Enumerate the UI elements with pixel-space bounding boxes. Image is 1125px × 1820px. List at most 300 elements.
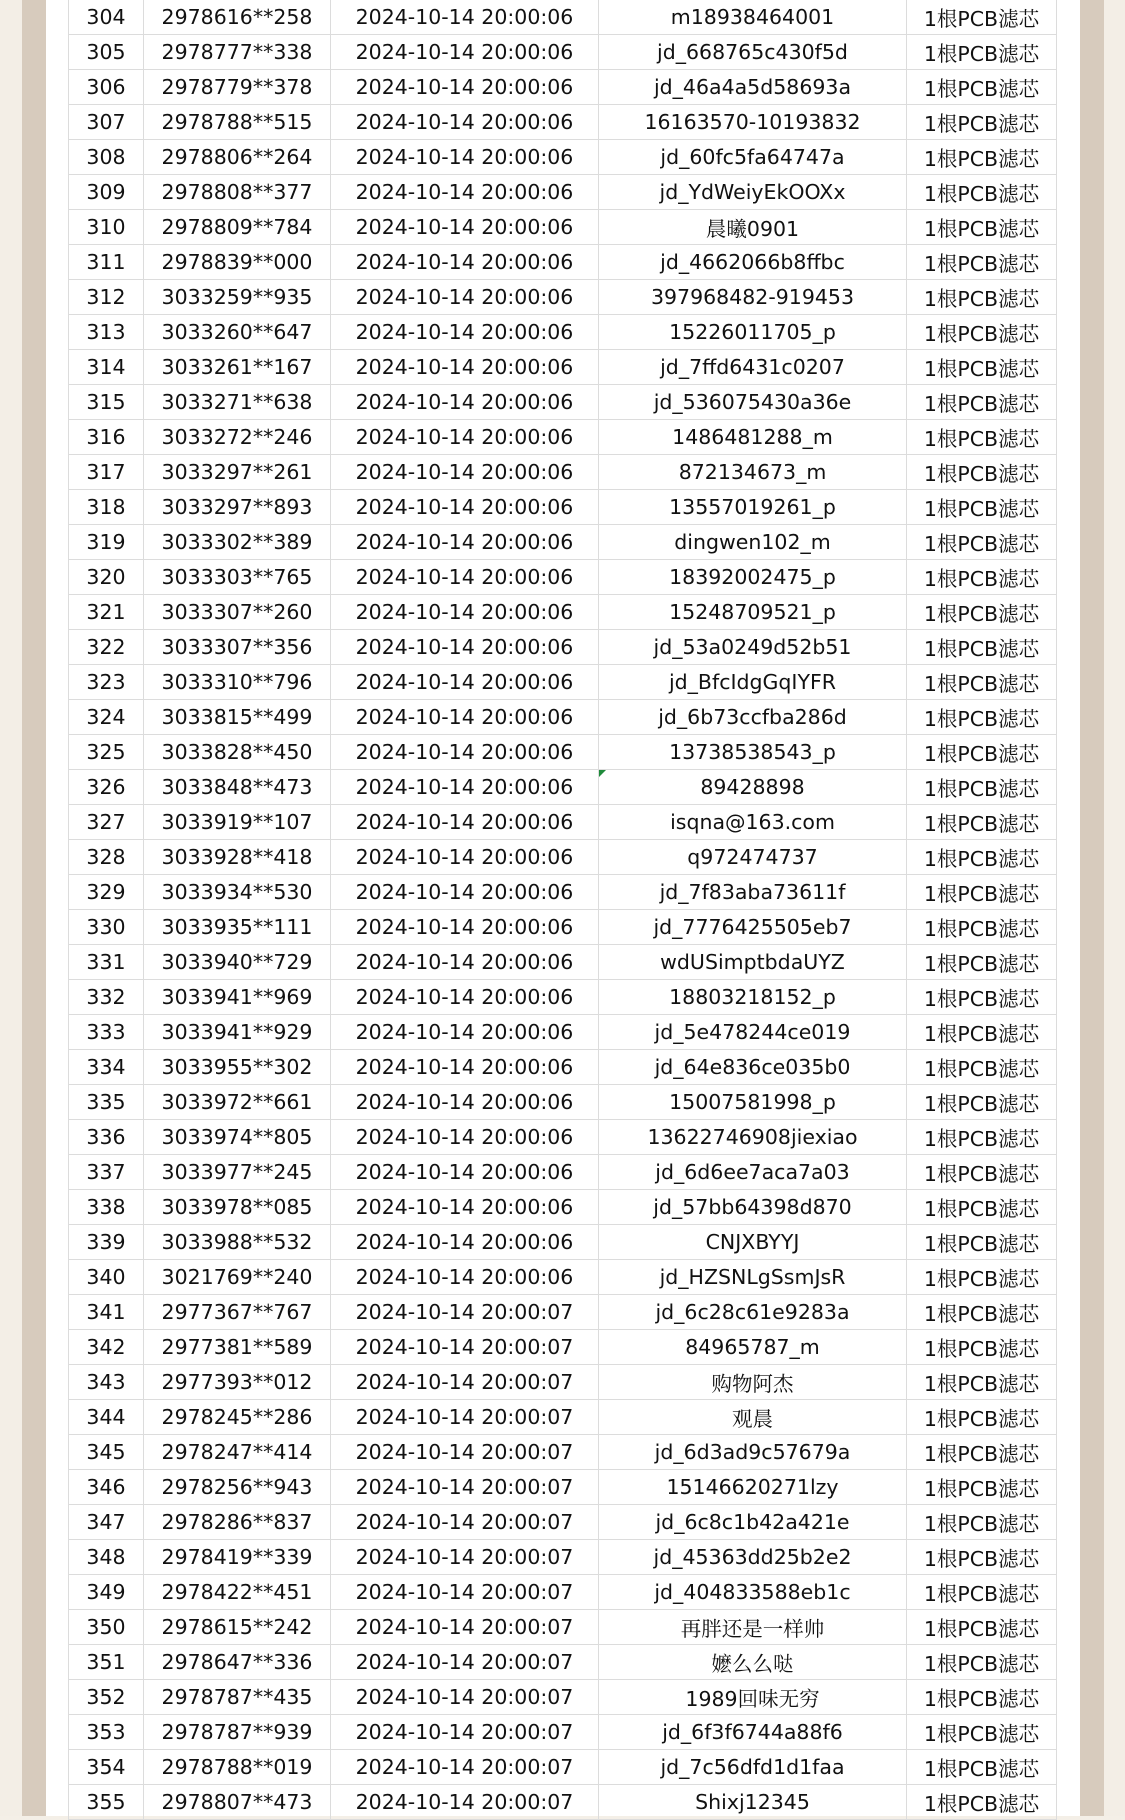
cell-prize[interactable]: 1根PCB滤芯 [907,105,1057,140]
table-row [69,1715,1057,1750]
cell-timestamp[interactable]: 2024-10-14 20:00:07 [331,1295,599,1330]
cell-username[interactable]: 89428898 [599,770,907,805]
cell-order-id[interactable]: 3033828**450 [144,735,331,770]
cell-username[interactable]: Shixj12345 [599,1785,907,1820]
table-row [69,1085,1057,1120]
right-border [1080,0,1104,1816]
cell-index[interactable]: 314 [69,350,144,385]
cell-index[interactable]: 328 [69,840,144,875]
table-row [69,735,1057,770]
cell-timestamp[interactable]: 2024-10-14 20:00:06 [331,455,599,490]
cell-index[interactable]: 330 [69,910,144,945]
table-row [69,140,1057,175]
cell-username[interactable]: jd_53a0249d52b51 [599,630,907,665]
table-row [69,1295,1057,1330]
cell-order-id[interactable]: 2977381**589 [144,1330,331,1365]
cell-prize[interactable]: 1根PCB滤芯 [907,980,1057,1015]
cell-timestamp[interactable]: 2024-10-14 20:00:06 [331,1225,599,1260]
cell-timestamp[interactable]: 2024-10-14 20:00:07 [331,1645,599,1680]
cell-prize[interactable]: 1根PCB滤芯 [907,595,1057,630]
cell-order-id[interactable]: 3033974**805 [144,1120,331,1155]
cell-username[interactable]: jd_7f83aba73611f [599,875,907,910]
cell-order-id[interactable]: 2978806**264 [144,140,331,175]
cell-index[interactable]: 350 [69,1610,144,1645]
cell-index[interactable]: 347 [69,1505,144,1540]
table-row [69,700,1057,735]
cell-prize[interactable]: 1根PCB滤芯 [907,1260,1057,1295]
cell-index[interactable]: 317 [69,455,144,490]
cell-order-id[interactable]: 2978777**338 [144,35,331,70]
cell-timestamp[interactable]: 2024-10-14 20:00:07 [331,1330,599,1365]
cell-index[interactable]: 304 [69,0,144,35]
cell-index[interactable]: 322 [69,630,144,665]
cell-prize[interactable]: 1根PCB滤芯 [907,315,1057,350]
cell-timestamp[interactable]: 2024-10-14 20:00:06 [331,1190,599,1225]
cell-index[interactable]: 318 [69,490,144,525]
table-row [69,1400,1057,1435]
cell-username[interactable]: 18392002475_p [599,560,907,595]
cell-username[interactable]: 13622746908jiexiao [599,1120,907,1155]
cell-timestamp[interactable]: 2024-10-14 20:00:06 [331,35,599,70]
cell-username[interactable]: 15146620271lzy [599,1470,907,1505]
cell-index[interactable]: 339 [69,1225,144,1260]
cell-timestamp[interactable]: 2024-10-14 20:00:06 [331,770,599,805]
cell-index[interactable]: 352 [69,1680,144,1715]
cell-index[interactable]: 337 [69,1155,144,1190]
cell-order-id[interactable]: 3021769**240 [144,1260,331,1295]
cell-prize[interactable]: 1根PCB滤芯 [907,1155,1057,1190]
cell-prize[interactable]: 1根PCB滤芯 [907,490,1057,525]
cell-username[interactable]: 1989回味无穷 [599,1680,907,1715]
cell-order-id[interactable]: 3033919**107 [144,805,331,840]
cell-prize[interactable]: 1根PCB滤芯 [907,1575,1057,1610]
table-row [69,175,1057,210]
table-row [69,1435,1057,1470]
table-row [69,875,1057,910]
cell-index[interactable]: 324 [69,700,144,735]
cell-order-id[interactable]: 2978809**784 [144,210,331,245]
cell-index[interactable]: 305 [69,35,144,70]
cell-prize[interactable]: 1根PCB滤芯 [907,630,1057,665]
table-row [69,245,1057,280]
table-row [69,980,1057,1015]
cell-prize[interactable]: 1根PCB滤芯 [907,420,1057,455]
cell-index[interactable]: 342 [69,1330,144,1365]
cell-index[interactable]: 345 [69,1435,144,1470]
cell-index[interactable]: 348 [69,1540,144,1575]
cell-order-id[interactable]: 3033303**765 [144,560,331,595]
cell-order-id[interactable]: 3033988**532 [144,1225,331,1260]
cell-timestamp[interactable]: 2024-10-14 20:00:06 [331,560,599,595]
cell-username[interactable]: jd_5e478244ce019 [599,1015,907,1050]
cell-prize[interactable]: 1根PCB滤芯 [907,280,1057,315]
cell-order-id[interactable]: 3033940**729 [144,945,331,980]
cell-timestamp[interactable]: 2024-10-14 20:00:07 [331,1575,599,1610]
cell-index[interactable]: 320 [69,560,144,595]
cell-index[interactable]: 325 [69,735,144,770]
cell-timestamp[interactable]: 2024-10-14 20:00:07 [331,1540,599,1575]
cell-username[interactable]: 嬷么么哒 [599,1645,907,1680]
cell-order-id[interactable]: 3033815**499 [144,700,331,735]
cell-index[interactable]: 311 [69,245,144,280]
cell-prize[interactable]: 1根PCB滤芯 [907,385,1057,420]
cell-index[interactable]: 326 [69,770,144,805]
cell-index[interactable]: 333 [69,1015,144,1050]
cell-index[interactable]: 346 [69,1470,144,1505]
cell-order-id[interactable]: 3033271**638 [144,385,331,420]
cell-prize[interactable]: 1根PCB滤芯 [907,1785,1057,1820]
cell-index[interactable]: 316 [69,420,144,455]
cell-timestamp[interactable]: 2024-10-14 20:00:06 [331,700,599,735]
cell-order-id[interactable]: 2978422**451 [144,1575,331,1610]
cell-order-id[interactable]: 3033261**167 [144,350,331,385]
table-row [69,805,1057,840]
table-row [69,0,1057,35]
cell-order-id[interactable]: 3033955**302 [144,1050,331,1085]
cell-timestamp[interactable]: 2024-10-14 20:00:07 [331,1365,599,1400]
cell-timestamp[interactable]: 2024-10-14 20:00:06 [331,1050,599,1085]
cell-timestamp[interactable]: 2024-10-14 20:00:06 [331,1155,599,1190]
cell-prize[interactable]: 1根PCB滤芯 [907,1400,1057,1435]
cell-prize[interactable]: 1根PCB滤芯 [907,840,1057,875]
cell-prize[interactable]: 1根PCB滤芯 [907,735,1057,770]
table-row [69,595,1057,630]
cell-prize[interactable]: 1根PCB滤芯 [907,1435,1057,1470]
cell-index[interactable]: 323 [69,665,144,700]
cell-timestamp[interactable]: 2024-10-14 20:00:06 [331,420,599,455]
cell-prize[interactable]: 1根PCB滤芯 [907,350,1057,385]
cell-prize[interactable]: 1根PCB滤芯 [907,1190,1057,1225]
table-row [69,1330,1057,1365]
cell-order-id[interactable]: 3033978**085 [144,1190,331,1225]
table-row [69,1610,1057,1645]
cell-prize[interactable]: 1根PCB滤芯 [907,1365,1057,1400]
cell-prize[interactable]: 1根PCB滤芯 [907,525,1057,560]
cell-order-id[interactable]: 2978286**837 [144,1505,331,1540]
cell-order-id[interactable]: 3033935**111 [144,910,331,945]
cell-username[interactable]: 再胖还是一样帅 [599,1610,907,1645]
table-row [69,910,1057,945]
cell-prize[interactable]: 1根PCB滤芯 [907,945,1057,980]
cell-timestamp[interactable]: 2024-10-14 20:00:06 [331,490,599,525]
cell-prize[interactable]: 1根PCB滤芯 [907,210,1057,245]
cell-index[interactable]: 307 [69,105,144,140]
table-row [69,560,1057,595]
cell-username[interactable]: jd_6c8c1b42a421e [599,1505,907,1540]
cell-username[interactable]: isqna@163.com [599,805,907,840]
cell-username[interactable]: jd_64e836ce035b0 [599,1050,907,1085]
cell-prize[interactable]: 1根PCB滤芯 [907,1470,1057,1505]
cell-username[interactable]: jd_45363dd25b2e2 [599,1540,907,1575]
cell-username[interactable]: jd_6f3f6744a88f6 [599,1715,907,1750]
cell-timestamp[interactable]: 2024-10-14 20:00:06 [331,210,599,245]
winners-table [68,0,1057,1820]
table-row [69,455,1057,490]
cell-timestamp[interactable]: 2024-10-14 20:00:06 [331,1260,599,1295]
cell-index[interactable]: 309 [69,175,144,210]
cell-username[interactable]: jd_BfcIdgGqIYFR [599,665,907,700]
cell-username[interactable]: 84965787_m [599,1330,907,1365]
cell-index[interactable]: 340 [69,1260,144,1295]
table-row [69,1470,1057,1505]
cell-timestamp[interactable]: 2024-10-14 20:00:06 [331,840,599,875]
cell-order-id[interactable]: 3033972**661 [144,1085,331,1120]
cell-order-id[interactable]: 2978615**242 [144,1610,331,1645]
cell-username[interactable]: CNJXBYYJ [599,1225,907,1260]
cell-username[interactable]: 15226011705_p [599,315,907,350]
cell-timestamp[interactable]: 2024-10-14 20:00:06 [331,1015,599,1050]
cell-index[interactable]: 344 [69,1400,144,1435]
cell-prize[interactable]: 1根PCB滤芯 [907,455,1057,490]
cell-timestamp[interactable]: 2024-10-14 20:00:06 [331,385,599,420]
cell-username[interactable]: jd_YdWeiyEkOOXx [599,175,907,210]
cell-prize[interactable]: 1根PCB滤芯 [907,175,1057,210]
table-row [69,1645,1057,1680]
cell-timestamp[interactable]: 2024-10-14 20:00:06 [331,630,599,665]
cell-username[interactable]: jd_404833588eb1c [599,1575,907,1610]
cell-timestamp[interactable]: 2024-10-14 20:00:07 [331,1435,599,1470]
cell-username[interactable]: 观晨 [599,1400,907,1435]
cell-prize[interactable]: 1根PCB滤芯 [907,1680,1057,1715]
cell-prize[interactable]: 1根PCB滤芯 [907,1225,1057,1260]
cell-timestamp[interactable]: 2024-10-14 20:00:07 [331,1750,599,1785]
cell-order-id[interactable]: 2977367**767 [144,1295,331,1330]
cell-order-id[interactable]: 3033848**473 [144,770,331,805]
cell-timestamp[interactable]: 2024-10-14 20:00:06 [331,70,599,105]
cell-prize[interactable]: 1根PCB滤芯 [907,0,1057,35]
table-row [69,210,1057,245]
cell-prize[interactable]: 1根PCB滤芯 [907,1120,1057,1155]
cell-timestamp[interactable]: 2024-10-14 20:00:07 [331,1715,599,1750]
cell-order-id[interactable]: 2978245**286 [144,1400,331,1435]
cell-index[interactable]: 338 [69,1190,144,1225]
cell-timestamp[interactable]: 2024-10-14 20:00:06 [331,875,599,910]
cell-order-id[interactable]: 3033310**796 [144,665,331,700]
cell-index[interactable]: 319 [69,525,144,560]
cell-username[interactable]: wdUSimptbdaUYZ [599,945,907,980]
cell-username[interactable]: jd_536075430a36e [599,385,907,420]
cell-timestamp[interactable]: 2024-10-14 20:00:07 [331,1610,599,1645]
cell-order-id[interactable]: 2978788**019 [144,1750,331,1785]
cell-index[interactable]: 332 [69,980,144,1015]
cell-username[interactable]: jd_7ffd6431c0207 [599,350,907,385]
cell-index[interactable]: 349 [69,1575,144,1610]
cell-timestamp[interactable]: 2024-10-14 20:00:06 [331,0,599,35]
table-row [69,1575,1057,1610]
cell-order-id[interactable]: 2978788**515 [144,105,331,140]
cell-username[interactable]: m18938464001 [599,0,907,35]
cell-prize[interactable]: 1根PCB滤芯 [907,770,1057,805]
cell-timestamp[interactable]: 2024-10-14 20:00:07 [331,1680,599,1715]
cell-prize[interactable]: 1根PCB滤芯 [907,1330,1057,1365]
cell-index[interactable]: 334 [69,1050,144,1085]
cell-username[interactable]: 15248709521_p [599,595,907,630]
cell-timestamp[interactable]: 2024-10-14 20:00:06 [331,175,599,210]
cell-index[interactable]: 353 [69,1715,144,1750]
cell-index[interactable]: 313 [69,315,144,350]
cell-prize[interactable]: 1根PCB滤芯 [907,70,1057,105]
cell-order-id[interactable]: 3033307**356 [144,630,331,665]
cell-timestamp[interactable]: 2024-10-14 20:00:07 [331,1505,599,1540]
cell-timestamp[interactable]: 2024-10-14 20:00:06 [331,350,599,385]
cell-order-id[interactable]: 2978779**378 [144,70,331,105]
cell-index[interactable]: 354 [69,1750,144,1785]
table-row [69,1505,1057,1540]
cell-timestamp[interactable]: 2024-10-14 20:00:06 [331,140,599,175]
cell-index[interactable]: 351 [69,1645,144,1680]
cell-timestamp[interactable]: 2024-10-14 20:00:06 [331,805,599,840]
cell-prize[interactable]: 1根PCB滤芯 [907,1050,1057,1085]
cell-timestamp[interactable]: 2024-10-14 20:00:06 [331,525,599,560]
cell-timestamp[interactable]: 2024-10-14 20:00:06 [331,945,599,980]
table-row [69,1750,1057,1785]
table-row [69,1365,1057,1400]
cell-order-id[interactable]: 3033934**530 [144,875,331,910]
cell-username[interactable]: q972474737 [599,840,907,875]
cell-username[interactable]: 晨曦0901 [599,210,907,245]
cell-username[interactable]: jd_6b73ccfba286d [599,700,907,735]
cell-index[interactable]: 335 [69,1085,144,1120]
cell-prize[interactable]: 1根PCB滤芯 [907,1645,1057,1680]
cell-order-id[interactable]: 3033260**647 [144,315,331,350]
cell-order-id[interactable]: 3033307**260 [144,595,331,630]
table-row [69,1015,1057,1050]
table-row [69,1120,1057,1155]
cell-index[interactable]: 341 [69,1295,144,1330]
cell-prize[interactable]: 1根PCB滤芯 [907,1540,1057,1575]
cell-timestamp[interactable]: 2024-10-14 20:00:06 [331,910,599,945]
cell-username[interactable]: 13557019261_p [599,490,907,525]
cell-order-id[interactable]: 2978787**939 [144,1715,331,1750]
cell-timestamp[interactable]: 2024-10-14 20:00:06 [331,595,599,630]
cell-index[interactable]: 329 [69,875,144,910]
cell-username[interactable]: 购物阿杰 [599,1365,907,1400]
cell-prize[interactable]: 1根PCB滤芯 [907,140,1057,175]
cell-prize[interactable]: 1根PCB滤芯 [907,1085,1057,1120]
winners-table-body [69,0,1057,1820]
cell-order-id[interactable]: 2978807**473 [144,1785,331,1820]
cell-prize[interactable]: 1根PCB滤芯 [907,805,1057,840]
cell-username[interactable]: 18803218152_p [599,980,907,1015]
cell-prize[interactable]: 1根PCB滤芯 [907,665,1057,700]
table-row [69,1785,1057,1820]
cell-username[interactable]: jd_6c28c61e9283a [599,1295,907,1330]
cell-order-id[interactable]: 3033259**935 [144,280,331,315]
cell-prize[interactable]: 1根PCB滤芯 [907,245,1057,280]
cell-order-id[interactable]: 2978787**435 [144,1680,331,1715]
cell-prize[interactable]: 1根PCB滤芯 [907,875,1057,910]
cell-index[interactable]: 336 [69,1120,144,1155]
cell-timestamp[interactable]: 2024-10-14 20:00:06 [331,1085,599,1120]
cell-prize[interactable]: 1根PCB滤芯 [907,1295,1057,1330]
cell-timestamp[interactable]: 2024-10-14 20:00:07 [331,1470,599,1505]
cell-index[interactable]: 327 [69,805,144,840]
cell-username[interactable]: dingwen102_m [599,525,907,560]
cell-timestamp[interactable]: 2024-10-14 20:00:06 [331,1120,599,1155]
cell-prize[interactable]: 1根PCB滤芯 [907,1015,1057,1050]
cell-index[interactable]: 306 [69,70,144,105]
cell-prize[interactable]: 1根PCB滤芯 [907,560,1057,595]
cell-index[interactable]: 308 [69,140,144,175]
cell-order-id[interactable]: 3033272**246 [144,420,331,455]
cell-username[interactable]: jd_60fc5fa64747a [599,140,907,175]
cell-username[interactable]: jd_57bb64398d870 [599,1190,907,1225]
cell-order-id[interactable]: 2978247**414 [144,1435,331,1470]
cell-username[interactable]: 397968482-919453 [599,280,907,315]
cell-order-id[interactable]: 2978647**336 [144,1645,331,1680]
cell-order-id[interactable]: 3033928**418 [144,840,331,875]
cell-order-id[interactable]: 3033297**893 [144,490,331,525]
cell-index[interactable]: 343 [69,1365,144,1400]
cell-username[interactable]: jd_6d6ee7aca7a03 [599,1155,907,1190]
cell-username[interactable]: jd_668765c430f5d [599,35,907,70]
comment-indicator [599,770,606,777]
cell-timestamp[interactable]: 2024-10-14 20:00:06 [331,735,599,770]
cell-timestamp[interactable]: 2024-10-14 20:00:06 [331,245,599,280]
cell-username[interactable]: 15007581998_p [599,1085,907,1120]
cell-order-id[interactable]: 3033977**245 [144,1155,331,1190]
cell-prize[interactable]: 1根PCB滤芯 [907,700,1057,735]
cell-order-id[interactable]: 2978839**000 [144,245,331,280]
cell-timestamp[interactable]: 2024-10-14 20:00:06 [331,980,599,1015]
cell-index[interactable]: 321 [69,595,144,630]
cell-prize[interactable]: 1根PCB滤芯 [907,35,1057,70]
table-row [69,1260,1057,1295]
cell-index[interactable]: 315 [69,385,144,420]
left-border [22,0,46,1816]
table-row [69,1540,1057,1575]
cell-order-id[interactable]: 3033302**389 [144,525,331,560]
cell-prize[interactable]: 1根PCB滤芯 [907,1505,1057,1540]
cell-username[interactable]: jd_46a4a5d58693a [599,70,907,105]
cell-order-id[interactable]: 2978419**339 [144,1540,331,1575]
cell-timestamp[interactable]: 2024-10-14 20:00:06 [331,315,599,350]
cell-prize[interactable]: 1根PCB滤芯 [907,1610,1057,1645]
cell-username[interactable]: jd_4662066b8ffbc [599,245,907,280]
cell-timestamp[interactable]: 2024-10-14 20:00:06 [331,105,599,140]
cell-username[interactable]: 13738538543_p [599,735,907,770]
cell-order-id[interactable]: 3033941**969 [144,980,331,1015]
cell-order-id[interactable]: 3033941**929 [144,1015,331,1050]
cell-index[interactable]: 312 [69,280,144,315]
table-row [69,70,1057,105]
cell-timestamp[interactable]: 2024-10-14 20:00:06 [331,280,599,315]
cell-username[interactable]: 872134673_m [599,455,907,490]
cell-username[interactable]: jd_7776425505eb7 [599,910,907,945]
cell-order-id[interactable]: 2978616**258 [144,0,331,35]
table-row [69,665,1057,700]
cell-username[interactable]: jd_7c56dfd1d1faa [599,1750,907,1785]
cell-index[interactable]: 331 [69,945,144,980]
cell-order-id[interactable]: 2978808**377 [144,175,331,210]
cell-prize[interactable]: 1根PCB滤芯 [907,910,1057,945]
cell-username[interactable]: 1486481288_m [599,420,907,455]
cell-prize[interactable]: 1根PCB滤芯 [907,1750,1057,1785]
cell-username[interactable]: 16163570-10193832 [599,105,907,140]
cell-prize[interactable]: 1根PCB滤芯 [907,1715,1057,1750]
cell-order-id[interactable]: 3033297**261 [144,455,331,490]
cell-username[interactable]: jd_HZSNLgSsmJsR [599,1260,907,1295]
cell-index[interactable]: 310 [69,210,144,245]
cell-order-id[interactable]: 2978256**943 [144,1470,331,1505]
cell-timestamp[interactable]: 2024-10-14 20:00:07 [331,1400,599,1435]
cell-index[interactable]: 355 [69,1785,144,1820]
cell-timestamp[interactable]: 2024-10-14 20:00:06 [331,665,599,700]
table-row [69,770,1057,805]
cell-timestamp[interactable]: 2024-10-14 20:00:07 [331,1785,599,1820]
cell-username[interactable]: jd_6d3ad9c57679a [599,1435,907,1470]
cell-order-id[interactable]: 2977393**012 [144,1365,331,1400]
